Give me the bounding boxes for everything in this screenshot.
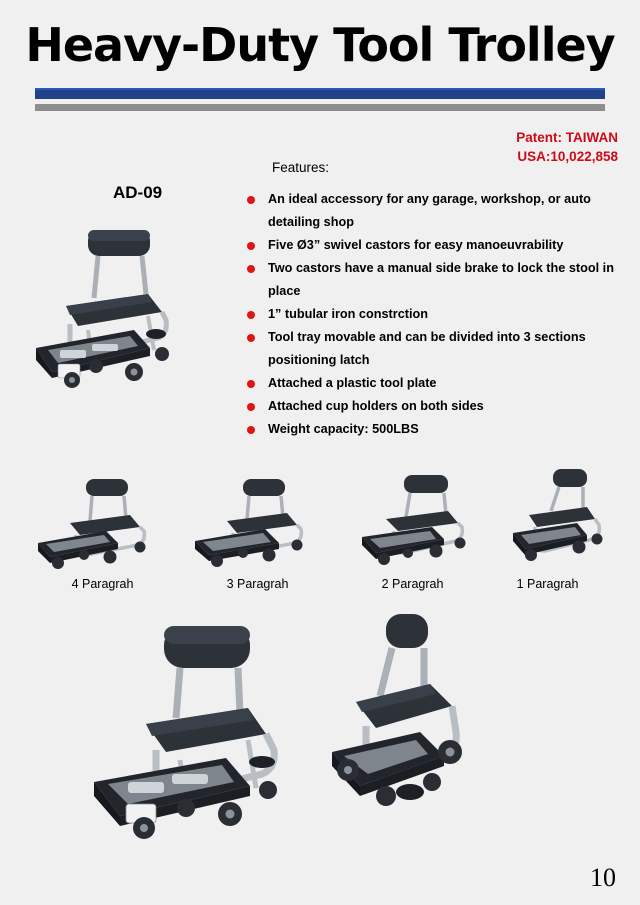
feature-item [245,326,630,372]
feature-text: 1” tubular iron constrction [268,307,429,321]
thumbnail-caption-1: 1 Paragrah [516,577,579,591]
bullet-icon [247,380,255,388]
feature-text: Five Ø3” swivel castors for easy manoeuvrability [268,238,564,252]
feature-item [245,395,630,418]
thumbnail-image-4 [30,465,175,591]
feature-text: An ideal accessory for any garage, workshop, or auto detailing shop [268,192,591,229]
feature-item [245,372,630,395]
patent-line-2: USA:10,022,858 [517,149,618,164]
feature-text: Weight capacity: 500LBS [268,422,419,436]
feature-text: Tool tray movable and can be divided into 3 sections positioning latch [268,330,586,367]
feature-text: Attached a plastic tool plate [268,376,437,390]
thumbnail-caption-2: 2 Paragrah [381,577,444,591]
features-heading: Features: [272,160,330,175]
page-title: Heavy-Duty Tool Trolley [25,18,615,72]
product-photo-left [94,626,277,839]
product-photo-right [332,614,462,806]
thumbnail-caption-3: 3 Paragrah [226,577,289,591]
model-number: AD-09 [113,183,163,202]
product-photo-pair [80,610,580,855]
patent-block [516,128,618,166]
bullet-icon [247,196,255,204]
thumbnail-image-3 [185,465,330,591]
bottom-image-row [80,610,580,855]
features-list [245,188,630,441]
thumbnail-image-2 [340,465,485,591]
feature-item [245,188,630,234]
feature-item [245,418,630,441]
divider-blue [35,88,605,99]
thumbnail-row [20,465,620,610]
patent-line-1: Patent: TAIWAN [516,130,618,145]
product-photo-main [30,220,220,440]
thumbnail-image-1 [475,465,620,591]
bullet-icon [247,265,255,273]
trolley-thumb-illustration [30,465,175,575]
feature-item [245,234,630,257]
tool-trolley-illustration [30,220,220,440]
trolley-thumb-illustration [475,465,620,575]
bullet-icon [247,311,255,319]
trolley-thumb-illustration [340,465,485,575]
bullet-icon [247,426,255,434]
feature-item [245,303,630,326]
page-number: 10 [590,863,616,892]
feature-text: Two castors have a manual side brake to lock the stool in place [268,261,614,298]
trolley-thumb-illustration [185,465,330,575]
feature-item [245,257,630,303]
bullet-icon [247,334,255,342]
bullet-icon [247,242,255,250]
feature-text: Attached cup holders on both sides [268,399,484,413]
thumbnail-caption-4: 4 Paragrah [71,577,134,591]
bullet-icon [247,403,255,411]
divider-gray [35,104,605,111]
